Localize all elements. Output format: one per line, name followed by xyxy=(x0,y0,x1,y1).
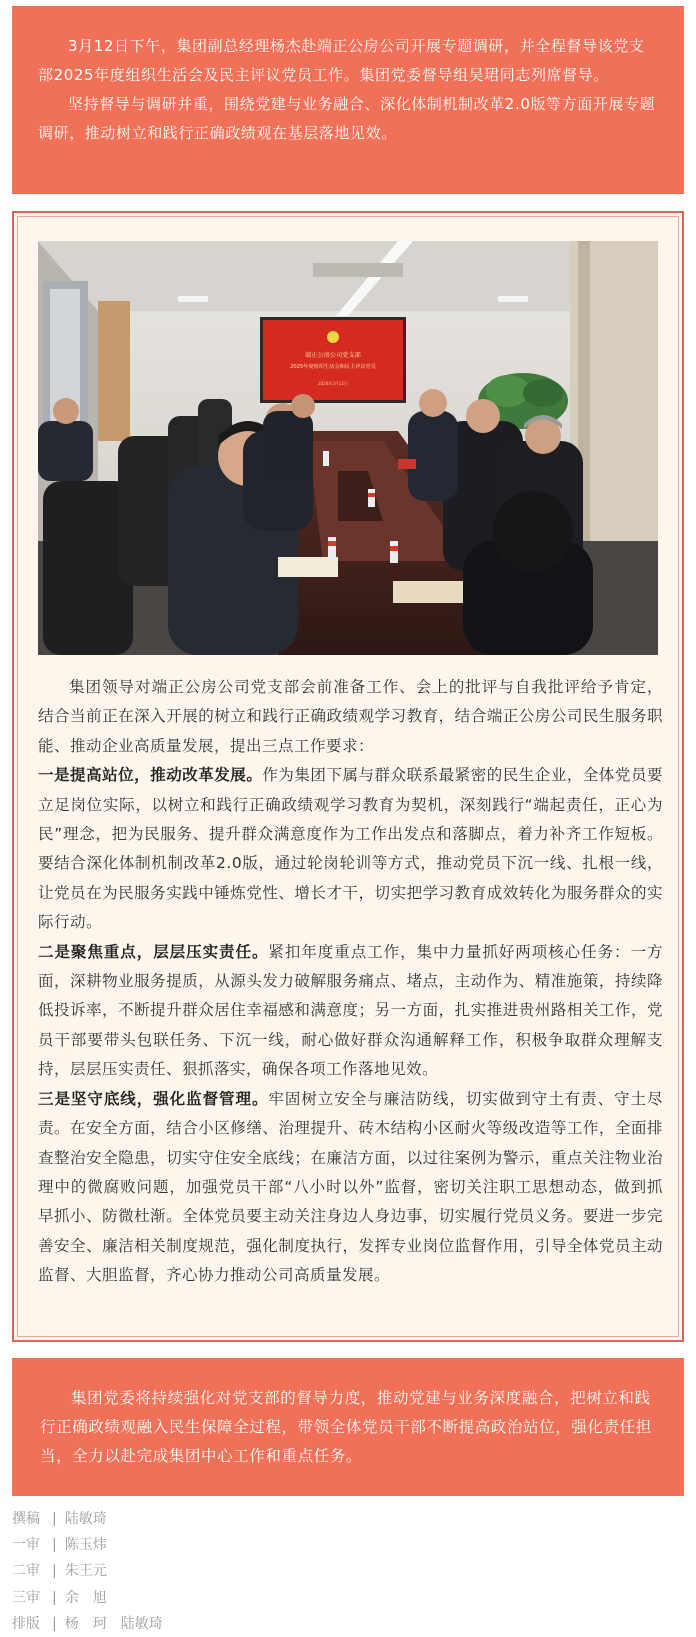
credit-name: 陆敏琦 xyxy=(64,1511,107,1527)
credit-name: 陈玉炜 xyxy=(64,1537,107,1554)
point-3-body: 牢固树立安全与廉洁防线，切实做到守土有责、守土尽责。在安全方面，结合小区修缮、治理提升、砖木结构小区耐火等级改造等工作，全面排查整治安全隐患，切实守住安全底线；在廉洁方面，以过往案例为警示，重点关注物业治理中的微腐败问题，加强党员干部“八小时以外”监督，密切关注职工思想动态，做到抓早抓小、防微杜渐。全体党员要主动关注身边人身边事，切实履行党员义务。要进一步完善安全、廉洁相关制度规范，强化制度执行，发挥专业岗位监督作用，引导全体党员主动监督、大胆监督，齐心协力推动公司高质量发展。 xyxy=(38,1089,663,1285)
credit-row xyxy=(12,1611,163,1637)
article-frame xyxy=(12,211,684,1342)
meeting-photo xyxy=(38,241,658,655)
closing-paragraph: 集团党委将持续强化对党支部的督导力度，推动党建与业务深度融合，把树立和践行正确政绩观融入民生保障全过程，带领全体党员干部不断提高政治站位，强化责任担当，全力以赴完成集团中心工作和重点任务。 xyxy=(40,1389,652,1465)
intro-box xyxy=(12,6,684,194)
credit-row xyxy=(12,1506,163,1532)
point-3-title: 三是坚守底线，强化监督管理。 xyxy=(38,1089,269,1108)
article-point-2 xyxy=(38,938,663,1085)
meeting-photo-illustration xyxy=(38,241,658,655)
credit-role: 二审 xyxy=(12,1563,40,1580)
credit-separator: | xyxy=(52,1615,57,1632)
credit-row xyxy=(12,1558,163,1584)
credits xyxy=(12,1506,163,1637)
credit-name: 杨 珂 陆敏琦 xyxy=(64,1615,163,1632)
article-point-3 xyxy=(38,1085,663,1291)
point-1-body: 作为集团下属与群众联系最紧密的民生企业，全体党员要立足岗位实际，以树立和践行正确政绩观学习教育为契机，深刻践行“端起责任，正心为民”理念，把为民服务、提升群众满意度作为工作出发点和落脚点，着力补齐工作短板。要结合深化体制机制改革2.0版，通过轮岗轮训等方式，推动党员下沉一线、扎根一线，让党员在为民服务实践中锤炼党性、增长才干，切实把学习教育成效转化为服务群众的实际行动。 xyxy=(38,766,663,932)
credit-name: 朱王元 xyxy=(64,1563,107,1580)
intro-paragraph: 3月12日下午，集团副总经理杨杰赴端正公房公司开展专题调研，并全程督导该党支部2025年度组织生活会及民主评议党员工作。集团党委督导组吴珺同志列席督导。 xyxy=(38,37,645,84)
credit-role: 三审 xyxy=(12,1589,40,1606)
point-2-body: 紧扣年度重点工作，集中力量抓好两项核心任务：一方面，深耕物业服务提质，从源头发力破解服务痛点、堵点，主动作为、精准施策，持续降低投诉率，不断提升群众居住幸福感和满意度；另一方面，扎实推进贵州路相关工作，党员干部要带头包联任务、下沉一线，耐心做好群众沟通解释工作，积极争取群众理解支持，层层压实责任、狠抓落实，确保各项工作落地见效。 xyxy=(38,942,663,1079)
credit-role: 排版 xyxy=(12,1615,40,1632)
credit-row xyxy=(12,1585,163,1611)
point-1-title: 一是提高站位，推动改革发展。 xyxy=(38,766,263,785)
screen-date: 2026年3月12日 xyxy=(318,381,348,386)
credit-separator: | xyxy=(52,1511,57,1527)
credit-role: 撰稿 xyxy=(12,1511,40,1527)
screen-title-line2: 2025年度组织生活会和民主评议党员 xyxy=(290,364,376,370)
credit-row xyxy=(12,1532,163,1558)
article-point-1 xyxy=(38,761,663,937)
point-2-title: 二是聚焦重点，层层压实责任。 xyxy=(38,942,269,961)
credit-separator: | xyxy=(52,1563,57,1580)
article-intro: 集团领导对端正公房公司党支部会前准备工作、会上的批评与自我批评给予肯定， 结合当前正在深入开展的树立和践行正确政绩观学习教育，结合端正公房公司民生服务职能、推动企业高质量发展，提出三点工作要求： xyxy=(38,678,663,755)
screen-title-line1: 端正公房公司党支部 xyxy=(305,352,361,359)
article-body xyxy=(38,673,663,1291)
credit-name: 余 旭 xyxy=(64,1589,107,1606)
credit-separator: | xyxy=(52,1589,57,1606)
credit-role: 一审 xyxy=(12,1537,40,1554)
closing-box xyxy=(12,1358,684,1496)
credit-separator: | xyxy=(52,1537,57,1554)
intro-paragraph: 坚持督导与调研并重，围绕党建与业务融合、深化体制机制改革2.0版等方面开展专题调研，推动树立和践行正确政绩观在基层落地见效。 xyxy=(38,95,656,142)
